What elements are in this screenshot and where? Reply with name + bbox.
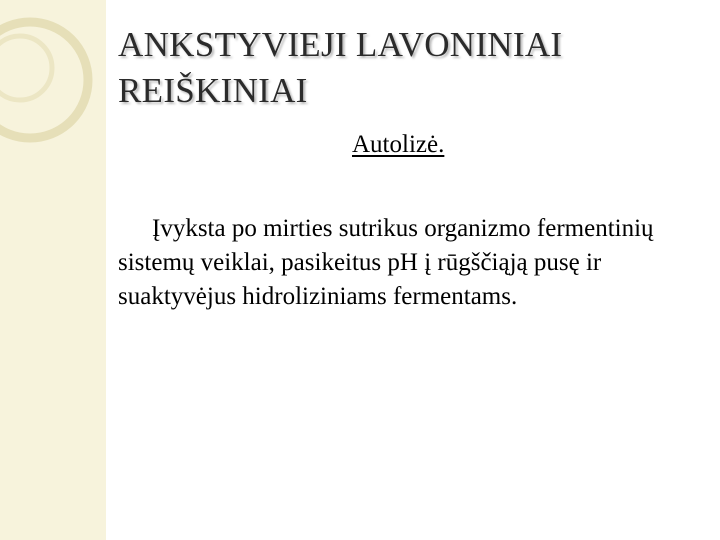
slide-title-line-1: ANKSTYVIEJI LAVONINIAI — [118, 25, 563, 64]
slide-body-text: Įvyksta po mirties sutrikus organizmo fermentinių sistemų veiklai, pasikeitus pH į rūgščiąją pusę ir suaktyvėjus hidroliziniams fermentams. — [118, 215, 654, 310]
decorative-side-band — [0, 0, 106, 540]
slide-title — [118, 22, 698, 114]
slide-title-line-2: REIŠKINIAI — [118, 71, 308, 110]
slide-subtitle: Autolizė. — [352, 131, 445, 158]
decorative-circles — [0, 0, 106, 540]
